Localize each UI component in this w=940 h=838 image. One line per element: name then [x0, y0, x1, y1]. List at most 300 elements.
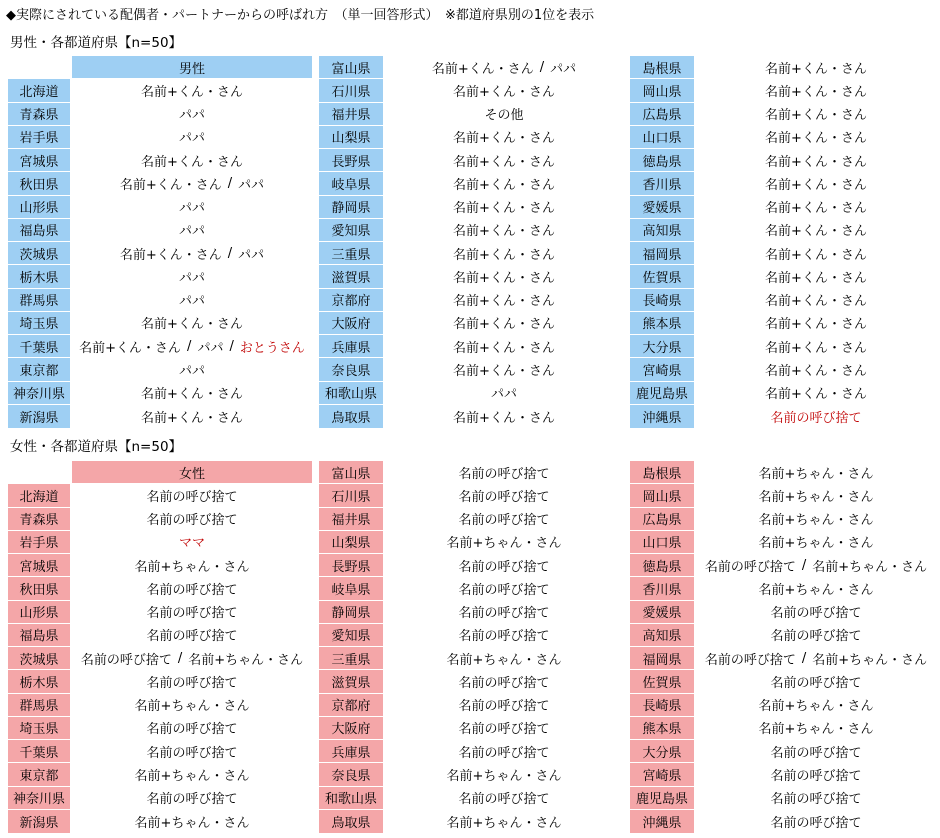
prefecture-name: 長野県 [319, 149, 385, 171]
top-answer-cell [696, 289, 936, 311]
prefecture-name: 京都府 [319, 694, 385, 716]
top-answer-cell [385, 554, 623, 576]
answer-text: パパ [178, 294, 205, 310]
table-header-row [8, 56, 312, 79]
top-answer-cell [72, 694, 312, 716]
top-answer-cell [385, 242, 623, 264]
answer-text: 名前+ちゃん・さん [758, 536, 874, 552]
answer-text: 名前+くん・さん [119, 177, 222, 193]
answer-text: 名前の呼び捨て [458, 582, 550, 598]
answer-text: 名前の呼び捨て [770, 745, 862, 761]
answer-text: 名前+くん・さん [453, 294, 555, 310]
top-answer-cell [696, 531, 936, 553]
answer-text: 名前の呼び捨て [770, 606, 862, 622]
table-row [630, 647, 936, 670]
prefecture-name: 岐阜県 [319, 172, 385, 194]
table-row [319, 405, 623, 428]
answer-text: 名前の呼び捨て [458, 513, 550, 529]
prefecture-name: 福岡県 [630, 242, 696, 264]
table-column-1 [8, 461, 312, 833]
table-column-2 [319, 461, 623, 833]
prefecture-name: 沖縄県 [630, 405, 696, 428]
answer-text: 名前+ちゃん・さん [446, 815, 562, 831]
page-title: ◆実際にされている配偶者・パートナーからの呼ばれ方 （単一回答形式） ※都道府県別の1位を表示 [6, 8, 595, 23]
prefecture-name: 和歌山県 [319, 382, 385, 404]
table-row [8, 763, 312, 786]
table-row [319, 554, 623, 577]
top-answer-cell [385, 103, 623, 125]
top-answer-cell [72, 810, 312, 833]
prefecture-name: 福島県 [8, 624, 72, 646]
answer-text: 名前+ちゃん・さん [758, 699, 874, 715]
table-row [8, 126, 312, 149]
top-answer-cell [72, 624, 312, 646]
answer-text: 名前の呼び捨て [146, 513, 238, 529]
table-header-row [8, 461, 312, 484]
table-row [8, 810, 312, 833]
prefecture-name: 佐賀県 [630, 670, 696, 692]
answer-text: 名前+くん・さん [453, 224, 555, 240]
answer-text: パパ [490, 387, 517, 403]
answer-text: 名前+くん・さん [141, 387, 243, 403]
table-row [8, 624, 312, 647]
prefecture-name: 徳島県 [630, 149, 696, 171]
prefecture-name: 岡山県 [630, 484, 696, 506]
answer-text: 名前+くん・さん [765, 270, 867, 286]
table-row [319, 149, 623, 172]
top-answer-cell [696, 265, 936, 287]
table-column-2 [319, 56, 623, 428]
top-answer-cell [72, 265, 312, 287]
prefecture-name: 千葉県 [8, 740, 72, 762]
answer-text: 名前+くん・さん [141, 154, 243, 170]
prefecture-name: 東京都 [8, 763, 72, 785]
top-answer-cell [696, 670, 936, 692]
answer-text: 名前+ちゃん・さん [446, 536, 562, 552]
prefecture-name: 宮崎県 [630, 763, 696, 785]
table-row [8, 312, 312, 335]
answer-text: 名前の呼び捨て [458, 745, 550, 761]
answer-text: 名前の呼び捨て [458, 792, 550, 808]
table-row [319, 335, 623, 358]
table-row [630, 103, 936, 126]
prefecture-name: 宮城県 [8, 554, 72, 576]
prefecture-name: 岩手県 [8, 126, 72, 148]
table-row [8, 554, 312, 577]
top-answer-cell [72, 312, 312, 334]
top-answer-cell [696, 647, 936, 669]
table-row [630, 577, 936, 600]
answer-text: 名前+くん・さん [765, 317, 867, 333]
answer-text: パパ [197, 340, 224, 356]
prefecture-name: 福井県 [319, 508, 385, 530]
top-answer-cell [72, 79, 312, 101]
prefecture-name: 栃木県 [8, 265, 72, 287]
top-answer-cell [696, 56, 936, 78]
prefecture-name: 熊本県 [630, 312, 696, 334]
table-row [630, 670, 936, 693]
table-row [630, 787, 936, 810]
top-answer-cell [385, 577, 623, 599]
answer-text: 名前+ちゃん・さん [134, 768, 250, 784]
prefecture-name: 栃木県 [8, 670, 72, 692]
prefecture-name: 長野県 [319, 554, 385, 576]
table-row [630, 312, 936, 335]
top-answer-cell [72, 196, 312, 218]
table-row [630, 461, 936, 484]
prefecture-name: 滋賀県 [319, 265, 385, 287]
prefecture-name: 茨城県 [8, 242, 72, 264]
answer-text: 名前の呼び捨て [146, 489, 238, 505]
top-answer-cell [696, 103, 936, 125]
answer-text: パパ [178, 224, 205, 240]
table-row [630, 56, 936, 79]
prefecture-name: 富山県 [319, 461, 385, 483]
prefecture-name: 群馬県 [8, 694, 72, 716]
table-row [630, 405, 936, 428]
table-row [319, 508, 623, 531]
top-answer-cell [72, 103, 312, 125]
prefecture-name: 福井県 [319, 103, 385, 125]
table-row [319, 382, 623, 405]
answer-text: 名前+ちゃん・さん [446, 652, 562, 668]
answer-text: 名前+ちゃん・さん [134, 699, 250, 715]
prefecture-name: 静岡県 [319, 601, 385, 623]
table-row [8, 717, 312, 740]
answer-separator: / [227, 245, 233, 261]
prefecture-name: 広島県 [630, 103, 696, 125]
top-answer-cell [696, 763, 936, 785]
prefecture-name: 宮崎県 [630, 358, 696, 380]
table-row [319, 461, 623, 484]
answer-text: 名前の呼び捨て [770, 815, 862, 831]
table-row [8, 103, 312, 126]
table-row [319, 624, 623, 647]
table-row [319, 289, 623, 312]
answer-text: パパ [238, 247, 265, 263]
top-answer-cell [696, 717, 936, 739]
answer-separator: / [177, 650, 183, 666]
prefecture-name: 岐阜県 [319, 577, 385, 599]
prefecture-name: 高知県 [630, 219, 696, 241]
table-row [630, 172, 936, 195]
table-row [319, 740, 623, 763]
answer-text: 名前+ちゃん・さん [758, 582, 874, 598]
answer-text: 名前+くん・さん [141, 84, 243, 100]
table-row [8, 508, 312, 531]
answer-text: 名前+ちゃん・さん [188, 652, 304, 668]
prefecture-name: 茨城県 [8, 647, 72, 669]
prefecture-name: 秋田県 [8, 577, 72, 599]
prefecture-name: 東京都 [8, 358, 72, 380]
answer-separator: / [187, 338, 192, 354]
top-answer-cell [696, 810, 936, 833]
top-answer-cell [385, 382, 623, 404]
answer-text: 名前の呼び捨て [146, 745, 238, 761]
prefecture-name: 新潟県 [8, 810, 72, 833]
prefecture-name: 三重県 [319, 647, 385, 669]
prefecture-name: 山形県 [8, 601, 72, 623]
top-answer-cell [72, 484, 312, 506]
top-answer-cell [385, 56, 623, 78]
answer-text: パパ [550, 61, 577, 77]
answer-text: 名前+くん・さん [765, 363, 867, 379]
top-answer-cell [72, 382, 312, 404]
prefecture-name: 山口県 [630, 126, 696, 148]
prefecture-name: 神奈川県 [8, 382, 72, 404]
answer-text: 名前+くん・さん [765, 224, 867, 240]
top-answer-cell [72, 335, 312, 357]
prefecture-name: 富山県 [319, 56, 385, 78]
top-answer-cell [696, 312, 936, 334]
prefecture-name: 愛媛県 [630, 196, 696, 218]
table-row [8, 740, 312, 763]
table-row [630, 740, 936, 763]
prefecture-name: 大阪府 [319, 717, 385, 739]
prefecture-name: 大分県 [630, 740, 696, 762]
answer-text: 名前の呼び捨て [80, 652, 172, 668]
table-row [630, 810, 936, 833]
prefecture-name: 島根県 [630, 461, 696, 483]
answer-text: 名前+ちゃん・さん [758, 722, 874, 738]
prefecture-name: 千葉県 [8, 335, 72, 357]
answer-text: 名前+くん・さん [453, 317, 555, 333]
prefecture-name: 宮城県 [8, 149, 72, 171]
top-answer-cell [72, 172, 312, 194]
table-row [319, 358, 623, 381]
prefecture-name: 岩手県 [8, 531, 72, 553]
table-row [8, 335, 312, 358]
top-answer-cell [696, 577, 936, 599]
top-answer-cell [696, 601, 936, 623]
top-answer-cell [696, 405, 936, 428]
header-blank-cell [8, 56, 72, 78]
table-row [8, 787, 312, 810]
table-row [630, 219, 936, 242]
table-row [8, 405, 312, 428]
answer-text: 名前+くん・さん [453, 247, 555, 263]
prefecture-name: 佐賀県 [630, 265, 696, 287]
answer-text: 名前+ちゃん・さん [812, 559, 928, 575]
top-answer-cell [696, 461, 936, 483]
top-answer-cell [72, 670, 312, 692]
answer-text: 名前+くん・さん [453, 410, 555, 426]
answer-text: 名前の呼び捨て [146, 792, 238, 808]
top-answer-cell [385, 624, 623, 646]
table-row [630, 265, 936, 288]
top-answer-cell [385, 126, 623, 148]
female-ranking-table [8, 461, 936, 833]
table-row [319, 531, 623, 554]
answer-text: 名前の呼び捨て [704, 559, 796, 575]
gender-header: 男性 [72, 56, 312, 78]
table-row [319, 265, 623, 288]
table-row [319, 103, 623, 126]
table-row [630, 289, 936, 312]
prefecture-name: 愛媛県 [630, 601, 696, 623]
top-answer-cell [696, 126, 936, 148]
table-column-3 [630, 56, 936, 428]
table-row [319, 787, 623, 810]
answer-text: 名前+くん・さん [79, 340, 182, 356]
answer-text: 名前+くん・さん [765, 247, 867, 263]
top-answer-cell [72, 126, 312, 148]
table-row [8, 289, 312, 312]
answer-text: パパ [178, 131, 205, 147]
answer-text: 名前の呼び捨て [458, 722, 550, 738]
table-row [8, 265, 312, 288]
table-row [630, 149, 936, 172]
top-answer-cell [72, 763, 312, 785]
top-answer-cell [385, 810, 623, 833]
answer-text: 名前の呼び捨て [458, 606, 550, 622]
answer-text: 名前+くん・さん [431, 61, 534, 77]
answer-text: 名前の呼び捨て [458, 466, 550, 482]
top-answer-cell [72, 508, 312, 530]
top-answer-cell [385, 740, 623, 762]
top-answer-cell [696, 172, 936, 194]
table-row [319, 484, 623, 507]
prefecture-name: 山梨県 [319, 531, 385, 553]
top-answer-cell [72, 647, 312, 669]
top-answer-cell [72, 577, 312, 599]
prefecture-name: 北海道 [8, 79, 72, 101]
prefecture-name: 熊本県 [630, 717, 696, 739]
table-row [630, 242, 936, 265]
prefecture-name: 鳥取県 [319, 405, 385, 428]
top-answer-cell [72, 531, 312, 553]
table-row [319, 577, 623, 600]
table-row [8, 149, 312, 172]
prefecture-name: 広島県 [630, 508, 696, 530]
answer-text: パパ [178, 108, 205, 124]
table-row [8, 196, 312, 219]
answer-text: 名前+くん・さん [765, 131, 867, 147]
top-answer-cell [696, 242, 936, 264]
prefecture-name: 沖縄県 [630, 810, 696, 833]
answer-text: 名前+くん・さん [765, 387, 867, 403]
prefecture-name: 群馬県 [8, 289, 72, 311]
table-row [630, 484, 936, 507]
prefecture-name: 香川県 [630, 172, 696, 194]
top-answer-cell [385, 265, 623, 287]
top-answer-cell [696, 694, 936, 716]
top-answer-cell [385, 405, 623, 428]
prefecture-name: 福岡県 [630, 647, 696, 669]
answer-text: パパ [178, 270, 205, 286]
answer-text: 名前+くん・さん [141, 317, 243, 333]
answer-text: 名前+くん・さん [765, 177, 867, 193]
answer-text: 名前+くん・さん [765, 108, 867, 124]
answer-text: 名前+くん・さん [453, 363, 555, 379]
top-answer-cell [385, 531, 623, 553]
table-row [630, 717, 936, 740]
top-answer-cell [696, 508, 936, 530]
answer-text: 名前+ちゃん・さん [758, 489, 874, 505]
table-row [630, 694, 936, 717]
prefecture-name: 兵庫県 [319, 335, 385, 357]
table-row [8, 79, 312, 102]
table-row [8, 577, 312, 600]
answer-text: 名前+くん・さん [453, 154, 555, 170]
answer-text: 名前の呼び捨て [146, 722, 238, 738]
prefecture-name: 大阪府 [319, 312, 385, 334]
table-row [630, 554, 936, 577]
top-answer-cell [696, 382, 936, 404]
prefecture-name: 埼玉県 [8, 312, 72, 334]
table-row [319, 219, 623, 242]
prefecture-name: 鹿児島県 [630, 787, 696, 809]
prefecture-name: 山梨県 [319, 126, 385, 148]
top-answer-cell [385, 694, 623, 716]
top-answer-cell [696, 484, 936, 506]
answer-text: 名前の呼び捨て [770, 768, 862, 784]
top-answer-cell [385, 763, 623, 785]
top-answer-cell [696, 624, 936, 646]
table-row [630, 508, 936, 531]
top-answer-cell [696, 219, 936, 241]
answer-text: 名前の呼び捨て [146, 606, 238, 622]
answer-text: 名前+くん・さん [453, 201, 555, 217]
top-answer-cell [72, 787, 312, 809]
answer-text: 名前+くん・さん [453, 270, 555, 286]
table-row [630, 79, 936, 102]
prefecture-name: 山形県 [8, 196, 72, 218]
answer-text: 名前の呼び捨て [146, 675, 238, 691]
top-answer-cell [696, 554, 936, 576]
top-answer-cell [696, 740, 936, 762]
table-column-1 [8, 56, 312, 428]
table-row [8, 219, 312, 242]
table-row [8, 484, 312, 507]
table-row [319, 172, 623, 195]
table-row [8, 531, 312, 554]
answer-text: ママ [178, 536, 205, 552]
top-answer-cell [696, 79, 936, 101]
table-row [8, 670, 312, 693]
table-row [319, 763, 623, 786]
prefecture-name: 愛知県 [319, 624, 385, 646]
answer-text: 名前の呼び捨て [458, 629, 550, 645]
table-row [319, 670, 623, 693]
table-row [630, 531, 936, 554]
answer-text: 名前+ちゃん・さん [134, 559, 250, 575]
table-row [319, 694, 623, 717]
prefecture-name: 高知県 [630, 624, 696, 646]
answer-text: 名前+ちゃん・さん [134, 815, 250, 831]
answer-text: 名前の呼び捨て [704, 652, 796, 668]
answer-text: 名前+くん・さん [765, 61, 867, 77]
prefecture-name: 鹿児島県 [630, 382, 696, 404]
prefecture-name: 大分県 [630, 335, 696, 357]
answer-text: パパ [238, 177, 265, 193]
prefecture-name: 鳥取県 [319, 810, 385, 833]
answer-text: 名前+ちゃん・さん [758, 513, 874, 529]
answer-text: 名前+くん・さん [119, 247, 222, 263]
female-section-label: 女性・各都道府県【n=50】 [10, 439, 183, 455]
answer-text: 名前の呼び捨て [770, 629, 862, 645]
top-answer-cell [385, 312, 623, 334]
table-row [630, 126, 936, 149]
prefecture-name: 長崎県 [630, 289, 696, 311]
top-answer-cell [385, 461, 623, 483]
top-answer-cell [72, 405, 312, 428]
answer-text: 名前の呼び捨て [770, 410, 862, 426]
answer-text: 名前+ちゃん・さん [812, 652, 928, 668]
top-answer-cell [72, 554, 312, 576]
prefecture-name: 山口県 [630, 531, 696, 553]
table-row [630, 196, 936, 219]
